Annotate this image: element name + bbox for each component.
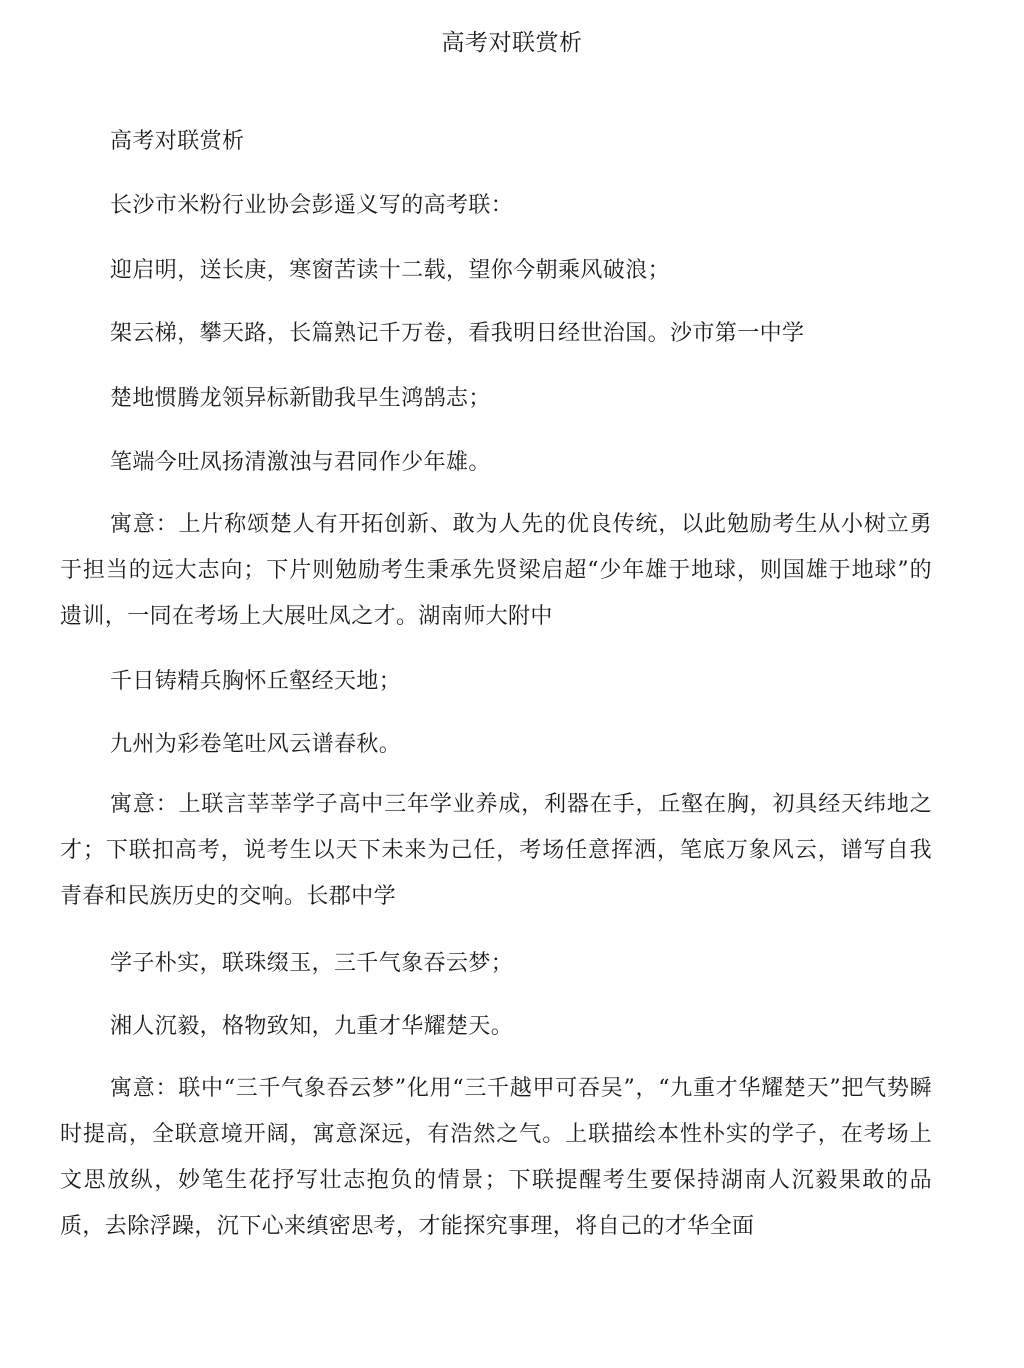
meaning-paragraph-2: 寓意：上联言莘莘学子高中三年学业养成，利器在手，丘壑在胸，初具经天纬地之才；下联扣高考，说考生以天下未来为己任，考场任意挥洒，笔底万象风云，谱写自我青春和民族历史的交响。长郡中学 — [60, 792, 932, 909]
couplet-2-upper: 楚地惯腾龙领异标新勖我早生鸿鹄志； — [110, 386, 491, 411]
intro-line: 长沙市米粉行业协会彭遥义写的高考联： — [110, 193, 514, 218]
couplet-1-upper: 迎启明，送长庚，寒窗苦读十二载，望你今朝乘风破浪； — [110, 258, 671, 283]
meaning-paragraph-3: 寓意：联中“三千气象吞云梦”化用“三千越甲可吞吴”，“九重才华耀楚天”把气势瞬时提高，全联意境开阔，寓意深远，有浩然之气。上联描绘本性朴实的学子，在考场上文思放纵，妙笔生花抒写壮志抱负的情景；下联提醒考生要保持湖南人沉毅果敢的品质，去除浮躁，沉下心来缜密思考，才能探究事理，将自己的才华全面 — [60, 1076, 932, 1239]
meaning-paragraph-1: 寓意：上片称颂楚人有开拓创新、敢为人先的优良传统，以此勉励考生从小树立勇于担当的远大志向；下片则勉励考生秉承先贤梁启超“少年雄于地球，则国雄于地球”的遗训，一同在考场上大展吐凤之才。湖南师大附中 — [60, 512, 932, 629]
section-heading: 高考对联赏析 — [110, 129, 245, 154]
couplet-4-upper: 学子朴实，联珠缀玉，三千气象吞云梦； — [110, 951, 514, 976]
couplet-3-upper: 千日铸精兵胸怀丘壑经天地； — [110, 669, 402, 694]
couplet-2-lower: 笔端今吐凤扬清激浊与君同作少年雄。 — [110, 450, 491, 475]
couplet-4-lower: 湘人沉毅，格物致知，九重才华耀楚天。 — [110, 1014, 514, 1039]
document-title: 高考对联赏析 — [441, 30, 583, 56]
couplet-3-lower: 九州为彩卷笔吐风云谱春秋。 — [110, 732, 402, 757]
couplet-1-lower: 架云梯，攀天路，长篇熟记千万卷，看我明日经世治国。沙市第一中学 — [110, 321, 805, 346]
